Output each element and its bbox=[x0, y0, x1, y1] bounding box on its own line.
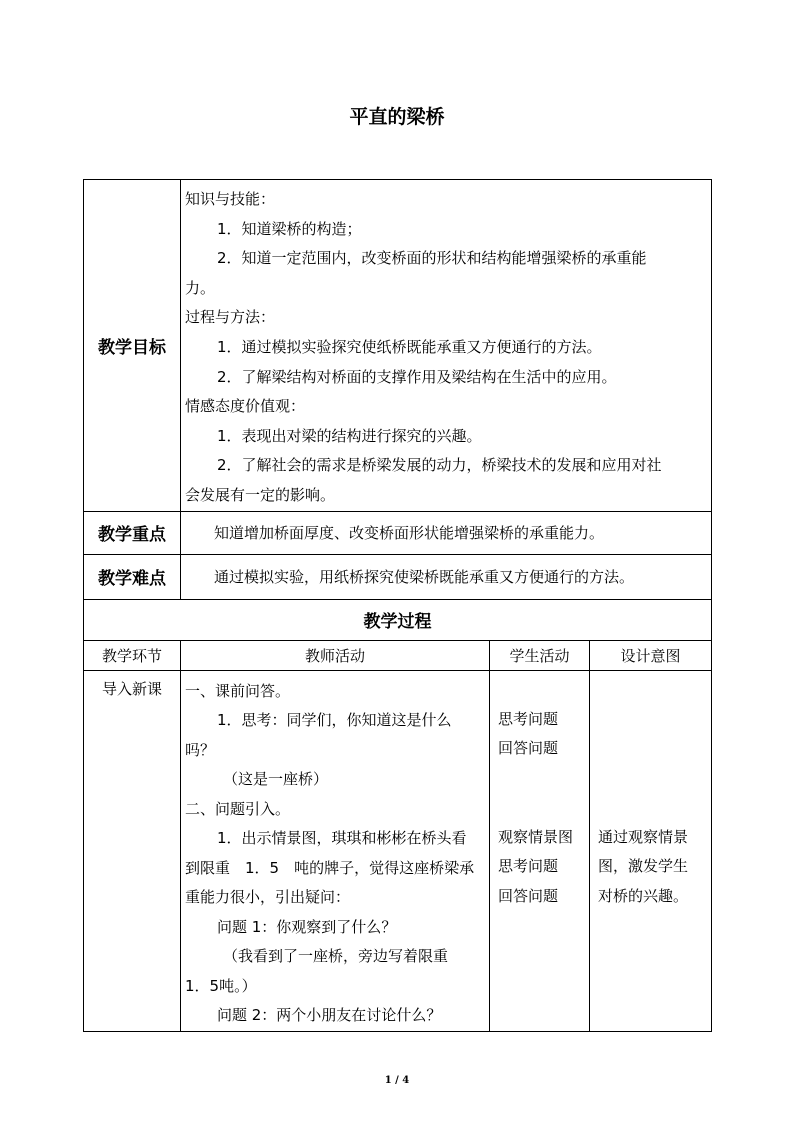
header-student: 学生活动 bbox=[490, 640, 590, 670]
objectives-line: 2．了解社会的需求是桥梁发展的动力，桥梁技术的发展和应用对社 bbox=[217, 456, 662, 475]
objectives-line: 2．了解梁结构对桥面的支撑作用及梁结构在生活中的应用。 bbox=[217, 367, 617, 386]
design-line: 图，激发学生 bbox=[598, 857, 689, 876]
objectives-line: 过程与方法： bbox=[185, 308, 276, 327]
document-title: 平直的梁桥 bbox=[349, 106, 445, 128]
header-design: 设计意图 bbox=[590, 640, 712, 670]
header-teacher: 教师活动 bbox=[181, 640, 490, 670]
objectives-line: 1．通过模拟实验探究使纸桥既能承重又方便通行的方法。 bbox=[217, 337, 602, 356]
student-line: 回答问题 bbox=[498, 739, 559, 758]
lesson-plan-table bbox=[83, 179, 712, 1032]
objectives-line: 知识与技能： bbox=[185, 190, 276, 208]
objectives-row bbox=[84, 180, 712, 512]
process-title-row bbox=[84, 599, 712, 640]
teacher-line: （这是一座桥） bbox=[223, 770, 329, 789]
process-title: 教学过程 bbox=[84, 599, 712, 640]
teacher-line: 问题 1：你观察到了什么？ bbox=[217, 917, 397, 936]
teacher-line: 问题 2：两个小朋友在讨论什么？ bbox=[217, 1006, 442, 1025]
objectives-label: 教学目标 bbox=[84, 180, 181, 512]
objectives-line: 2．知道一定范围内，改变桥面的形状和结构能增强梁桥的承重能 bbox=[217, 249, 647, 268]
objectives-line: 力。 bbox=[185, 278, 216, 297]
student-activity-cell bbox=[490, 670, 590, 1031]
design-line: 通过观察情景 bbox=[598, 827, 689, 846]
objectives-line: 1．知道梁桥的构造； bbox=[217, 219, 362, 238]
difficulty-row bbox=[84, 554, 712, 599]
difficulty-text: 通过模拟实验，用纸桥探究使梁桥既能承重又方便通行的方法。 bbox=[181, 554, 712, 599]
intro-row bbox=[84, 670, 712, 1031]
teacher-line: （我看到了一座桥，旁边写着限重 bbox=[223, 947, 449, 966]
stage-cell: 导入新课 bbox=[84, 670, 181, 1031]
teacher-line: 1．出示情景图，琪琪和彬彬在桥头看 bbox=[217, 829, 467, 848]
teacher-activity-cell bbox=[181, 670, 490, 1031]
student-line: 观察情景图 bbox=[498, 827, 574, 846]
design-intent-cell bbox=[590, 670, 712, 1031]
student-line: 回答问题 bbox=[498, 886, 559, 905]
objectives-content bbox=[181, 180, 712, 512]
teacher-line: 吗？ bbox=[185, 740, 216, 759]
teacher-line: 二、问题引入。 bbox=[185, 799, 291, 818]
key-point-row bbox=[84, 511, 712, 554]
teacher-line: 到限重 1．5 吨的牌子，觉得这座桥梁承 bbox=[185, 858, 475, 877]
key-point-label: 教学重点 bbox=[84, 511, 181, 554]
teacher-line: 一、课前问答。 bbox=[185, 681, 291, 700]
student-line: 思考问题 bbox=[498, 857, 559, 876]
key-point-text: 知道增加桥面厚度、改变桥面形状能增强梁桥的承重能力。 bbox=[181, 511, 712, 554]
header-stage: 教学环节 bbox=[84, 640, 181, 670]
objectives-line: 会发展有一定的影响。 bbox=[185, 485, 336, 504]
objectives-line: 1．表现出对梁的结构进行探究的兴趣。 bbox=[217, 426, 482, 445]
student-line: 思考问题 bbox=[498, 709, 559, 728]
objectives-line: 情感态度价值观： bbox=[185, 397, 306, 416]
teacher-line: 1．思考：同学们，你知道这是什么 bbox=[217, 711, 452, 730]
difficulty-label: 教学难点 bbox=[84, 554, 181, 599]
teacher-line: 重能力很小，引出疑问： bbox=[185, 888, 351, 907]
process-header-row bbox=[84, 640, 712, 670]
teacher-line: 1．5吨。） bbox=[185, 976, 257, 995]
page-number: 1 / 4 bbox=[384, 1075, 410, 1086]
design-line: 对桥的兴趣。 bbox=[598, 886, 689, 905]
